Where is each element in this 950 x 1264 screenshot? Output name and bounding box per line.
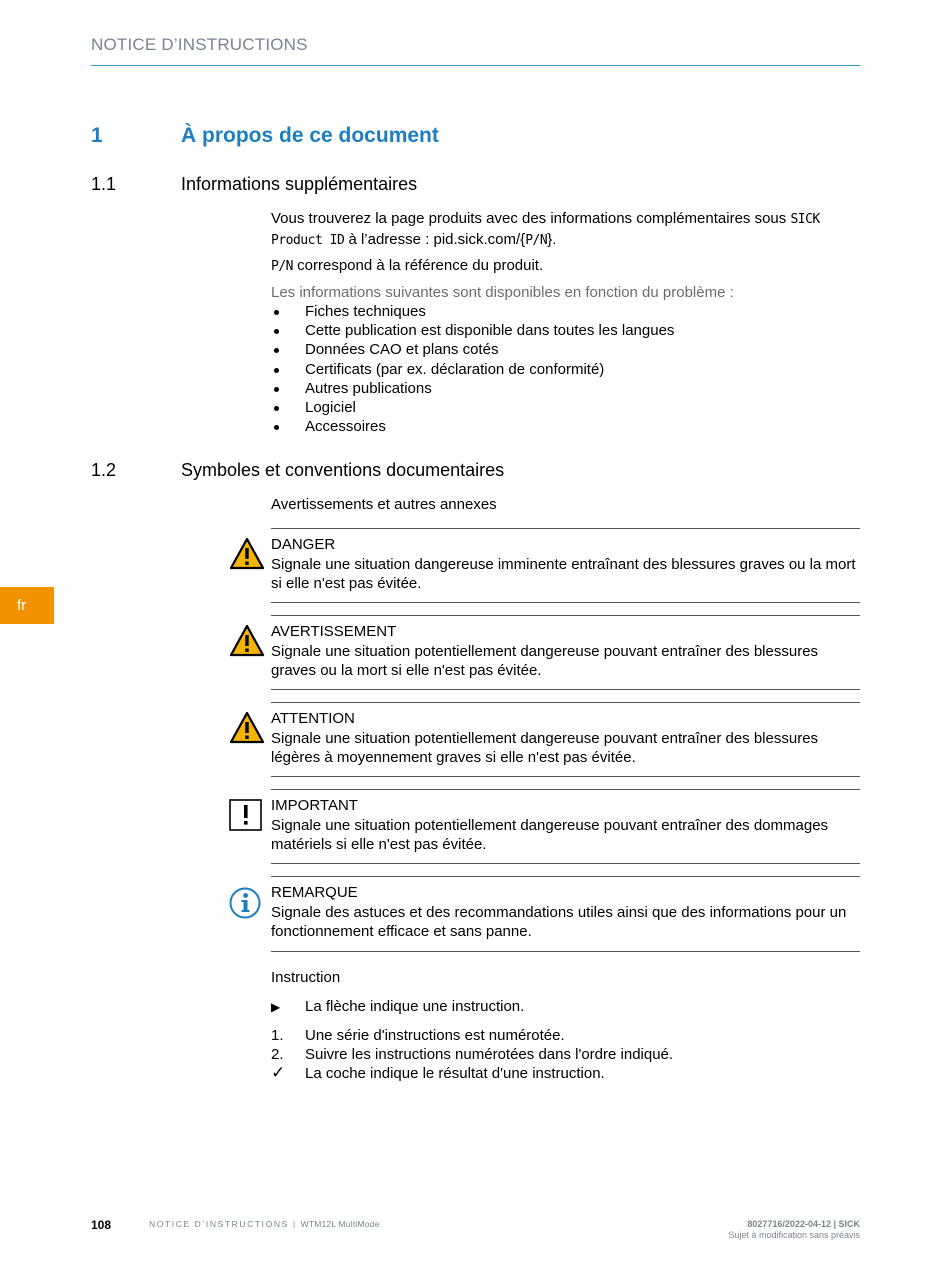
arrow-icon: ▶ — [271, 1000, 281, 1014]
notice-bottom-rule — [271, 602, 860, 603]
pn-paragraph: P/N correspond à la référence du produit. — [271, 257, 544, 274]
list-item: Cette publication est disponible dans toutes les langues — [271, 321, 674, 340]
notice-avertissement — [271, 622, 860, 681]
notice-title: REMARQUE — [271, 884, 358, 901]
list-intro: Les informations suivantes sont disponibles en fonction du problème : — [271, 284, 734, 301]
list-item: Données CAO et plans cotés — [271, 340, 674, 359]
notice-text: Signale des astuces et des recommandations utiles ainsi que des informations pour un fonctionnement efficace et sans panne. — [271, 903, 847, 940]
list-item: Fiches techniques — [271, 302, 674, 321]
notice-danger — [271, 535, 860, 594]
notice-top-rule — [271, 528, 860, 529]
info-circle-icon — [229, 886, 263, 920]
warning-triangle-icon — [229, 537, 265, 571]
footer-document-title: NOTICE D’INSTRUCTIONS | WTM12L MultiMode — [149, 1219, 380, 1229]
notice-important — [271, 796, 860, 855]
warning-triangle-icon — [229, 711, 265, 745]
footer-reference: 8027716/2022-04-12 | SICK Sujet à modification sans préavis — [728, 1219, 860, 1240]
notice-bottom-rule — [271, 776, 860, 777]
notice-text: Signale une situation potentiellement dangereuse pouvant entraîner des blessures légères à moyennement graves si elle n'est pas évitée. — [271, 729, 819, 766]
page-number: 108 — [91, 1218, 112, 1232]
info-bullet-list — [271, 302, 674, 436]
notice-title: AVERTISSEMENT — [271, 623, 397, 640]
notice-bottom-rule — [271, 689, 860, 690]
warning-triangle-icon — [229, 624, 265, 658]
instruction-heading: Instruction — [271, 969, 341, 986]
checkmark-icon: ✓ — [271, 1063, 286, 1082]
list-item: Certificats (par ex. déclaration de conformité) — [271, 360, 674, 379]
notice-text: Signale une situation potentiellement dangereuse pouvant entraîner des blessures graves ou la mort si elle n'est pas évitée. — [271, 642, 819, 679]
notice-remarque — [271, 883, 860, 942]
list-item: Accessoires — [271, 417, 674, 436]
notice-title: DANGER — [271, 536, 336, 553]
header-divider — [91, 65, 860, 66]
notice-top-rule — [271, 876, 860, 877]
warnings-heading: Avertissements et autres annexes — [271, 496, 497, 513]
notice-text: Signale une situation potentiellement dangereuse pouvant entraîner des dommages matériels si elle n'est pas évitée. — [271, 816, 829, 853]
section-1-number: 1 — [91, 124, 103, 147]
list-item: Autres publications — [271, 379, 674, 398]
section-1-2-number: 1.2 — [91, 460, 117, 480]
exclamation-box-icon — [229, 799, 263, 832]
language-tab: fr — [0, 587, 54, 624]
product-id-paragraph: Vous trouverez la page produits avec des informations complémentaires sous SICK Product ID à l’adresse : pid.sick.com/{P/N}. — [271, 210, 820, 248]
running-header: NOTICE D’INSTRUCTIONS — [91, 35, 308, 54]
notice-top-rule — [271, 702, 860, 703]
notice-top-rule — [271, 615, 860, 616]
section-1-title: À propos de ce document — [181, 124, 439, 147]
notice-attention — [271, 709, 860, 768]
notice-top-rule — [271, 789, 860, 790]
sick-product-id: SICK Product ID — [271, 212, 820, 248]
section-1-1-title: Informations supplémentaires — [181, 174, 418, 194]
section-1-1-number: 1.1 — [91, 174, 117, 194]
notice-title: IMPORTANT — [271, 797, 358, 814]
notice-bottom-rule — [271, 863, 860, 864]
notice-title: ATTENTION — [271, 710, 355, 727]
section-1-2-title: Symboles et conventions documentaires — [181, 460, 505, 480]
notice-text: Signale une situation dangereuse imminente entraînant des blessures graves ou la mort si elle n'est pas évitée. — [271, 555, 856, 592]
notice-bottom-rule — [271, 951, 860, 952]
list-item: Logiciel — [271, 398, 674, 417]
